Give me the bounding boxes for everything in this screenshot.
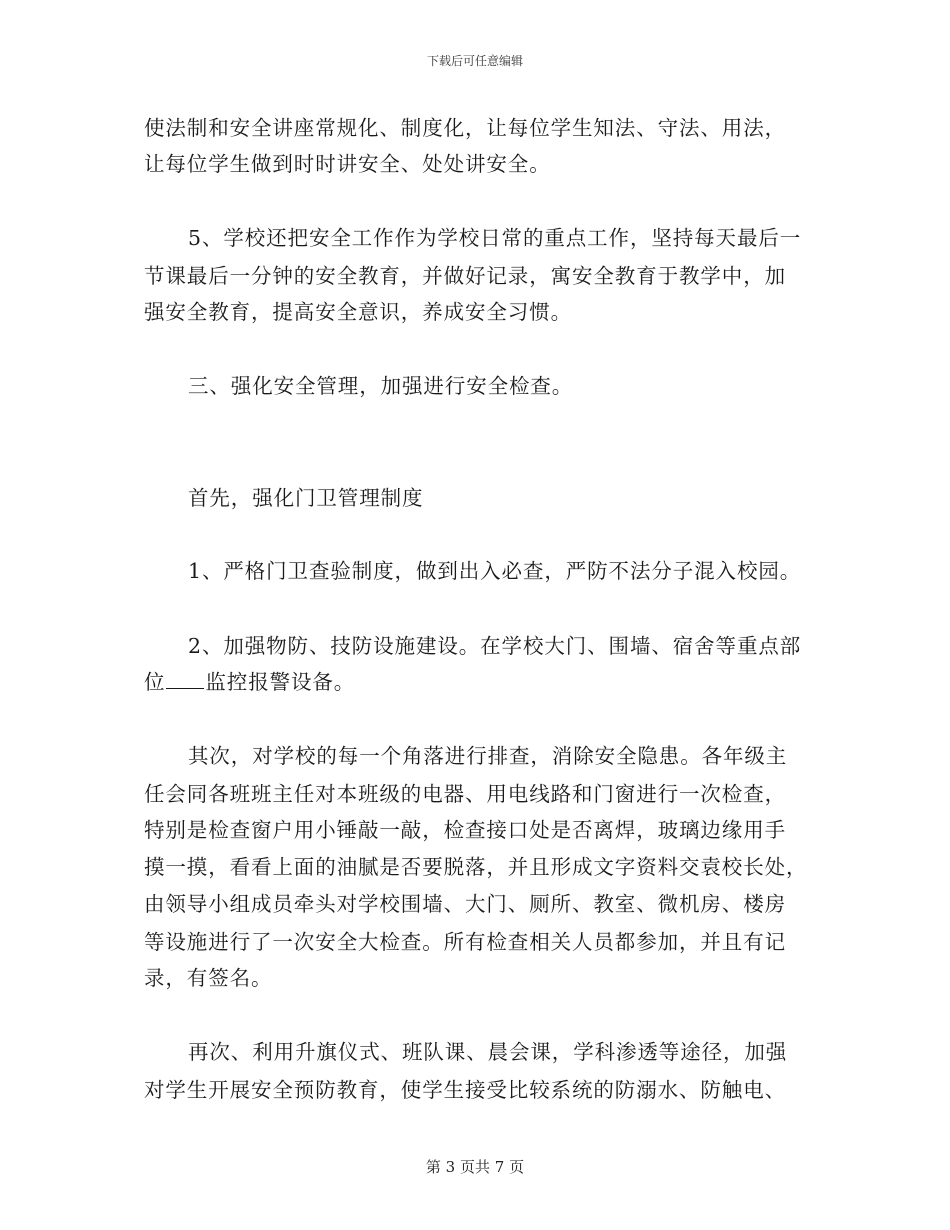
body-line-end: 监控报警设备。 [205,670,356,694]
body-line-start: 位 [144,670,166,694]
page-footer: 第 3 页共 7 页 [425,1158,525,1176]
page-header: 下载后可任意编辑 [426,54,523,68]
body-line: 让每位学生做到时时讲安全、处处讲安全。 [144,152,551,176]
body-line: 使法制和安全讲座常规化、制度化，让每位学生知法、守法、用法， [144,116,786,140]
body-line: 录，有签名。 [144,966,273,990]
body-line: 任会同各班班主任对本班级的电器、用电线路和门窗进行一次检查， [144,782,786,806]
body-line: 对学生开展安全预防教育，使学生接受比较系统的防溺水、防触电、 [144,1078,786,1102]
body-line: 2、加强物防、技防设施建设。在学校大门、围墙、宿舍等重点部 [188,634,802,658]
section-heading: 三、强化安全管理，加强进行安全检查。 [188,374,574,398]
body-line: 其次，对学校的每一个角落进行排查，消除安全隐患。各年级主 [188,744,788,768]
body-line: 特别是检查窗户用小锤敲一敲，检查接口处是否离焊，玻璃边缘用手 [144,818,786,842]
body-line: 摸一摸，看看上面的油腻是否要脱落，并且形成文字资料交袁校长处， [144,855,808,879]
body-line: 由领导小组成员牵头对学校围墙、大门、厕所、教室、微机房、楼房 [144,892,786,916]
body-line [144,668,355,696]
body-line: 再次、利用升旗仪式、班队课、晨会课，学科渗透等途径，加强 [188,1040,788,1064]
body-line: 等设施进行了一次安全大检查。所有检查相关人员都参加，并且有记 [144,930,786,954]
body-line: 1、严格门卫查验制度，做到出入必查，严防不法分子混入校园。 [188,559,802,583]
fill-in-blank [166,668,204,689]
body-line: 首先，强化门卫管理制度 [188,486,424,510]
body-line: 强安全教育，提高安全意识，养成安全习惯。 [144,300,572,324]
body-line: 节课最后一分钟的安全教育，并做好记录，寓安全教育于教学中，加 [144,264,786,288]
body-line: 5、学校还把安全工作作为学校日常的重点工作，坚持每天最后一 [188,226,802,250]
